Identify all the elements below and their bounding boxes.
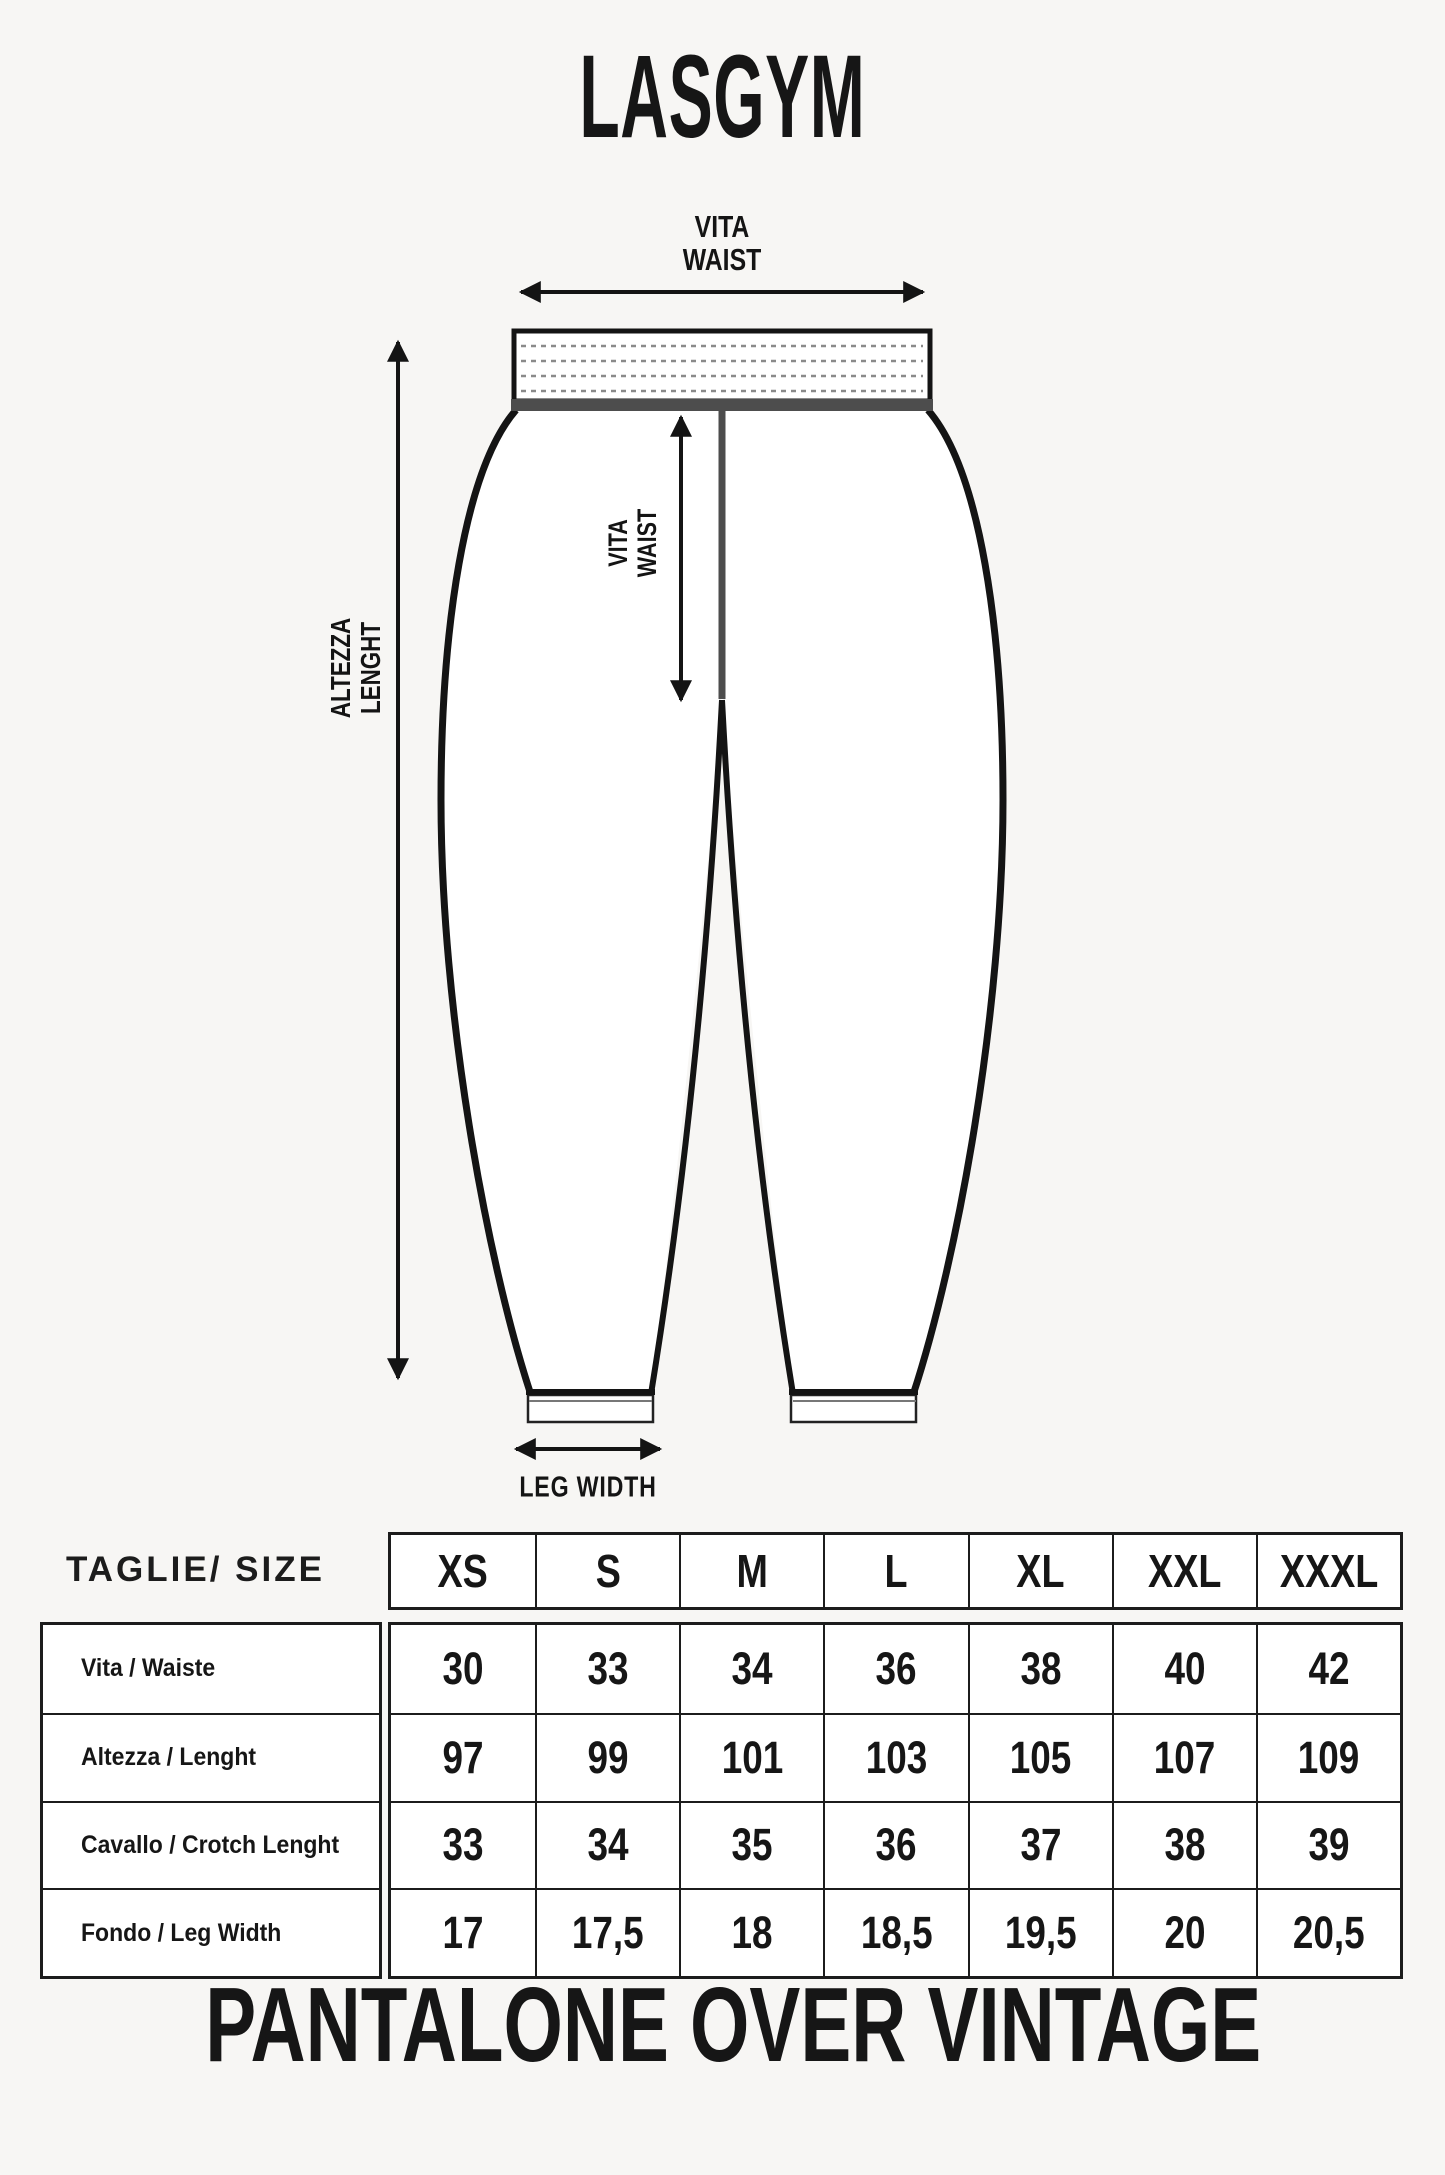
- table-cell: 17,5: [535, 1888, 679, 1976]
- table-cell: 17: [391, 1888, 535, 1976]
- table-cell: 20: [1112, 1888, 1256, 1976]
- row-label-leg-width: Fondo / Leg Width: [43, 1888, 379, 1976]
- size-header-xs: XS: [437, 1545, 489, 1597]
- table-cell: 38: [968, 1625, 1112, 1713]
- size-header-xl: XL: [968, 1535, 1112, 1607]
- right-cuff: [789, 1392, 918, 1422]
- length-label-line2: LENGHT: [355, 621, 386, 715]
- crotch-seam-line: [719, 408, 726, 699]
- table-cell: 109: [1256, 1713, 1400, 1801]
- inner-waist-label-line2: WAIST: [632, 508, 662, 578]
- table-cell: 99: [535, 1713, 679, 1801]
- table-cell: 35: [679, 1801, 823, 1889]
- table-cell: 33: [391, 1801, 535, 1889]
- left-cuff: [526, 1392, 655, 1422]
- brand-title-text: LASGYM: [579, 31, 866, 163]
- table-cell: 107: [1112, 1713, 1256, 1801]
- size-header-s: S: [535, 1535, 679, 1607]
- table-cell: 103: [823, 1713, 967, 1801]
- table-cell: 18,5: [823, 1888, 967, 1976]
- waist-label-line2: WAIST: [682, 242, 762, 277]
- table-cell: 38: [1112, 1801, 1256, 1889]
- size-header-l: L: [823, 1535, 967, 1607]
- length-label: [326, 618, 386, 718]
- waist-label: [683, 210, 762, 276]
- row-label-waist: Vita / Waiste: [81, 1654, 216, 1683]
- measure-label-column: [40, 1622, 382, 1979]
- table-cell: 39: [1256, 1801, 1400, 1889]
- table-cell: 97: [391, 1713, 535, 1801]
- inner-waist-label: [604, 509, 662, 577]
- leg-width-label: LEG WIDTH: [519, 1471, 657, 1504]
- waistband-base-bar: [511, 399, 933, 411]
- size-header-xxxl: XXXL: [1256, 1535, 1400, 1607]
- table-cell: 34: [535, 1801, 679, 1889]
- table-cell: 36: [823, 1625, 967, 1713]
- table-cell: 105: [968, 1713, 1112, 1801]
- table-corner-label: TAGLIE/ SIZE: [66, 1550, 325, 1589]
- table-cell: 20,5: [1256, 1888, 1400, 1976]
- inner-waist-label-line1: VITA: [603, 519, 634, 567]
- table-cell: 36: [823, 1801, 967, 1889]
- product-title-text: PANTALONE OVER VINTAGE: [205, 1966, 1262, 2084]
- waist-label-line1: VITA: [694, 208, 750, 244]
- size-values-grid: [388, 1622, 1403, 1979]
- row-label-crotch: Cavallo / Crotch Lenght: [43, 1801, 379, 1889]
- table-cell: 101: [679, 1713, 823, 1801]
- size-header-xxl: XXL: [1112, 1535, 1256, 1607]
- size-header-m: M: [679, 1535, 823, 1607]
- product-title: [0, 1966, 1445, 2084]
- table-cell: 42: [1256, 1625, 1400, 1713]
- table-cell: 34: [679, 1625, 823, 1713]
- table-cell: 19,5: [968, 1888, 1112, 1976]
- row-label-length: Altezza / Lenght: [43, 1713, 379, 1801]
- table-cell: 33: [535, 1625, 679, 1713]
- table-cell: 30: [442, 1642, 484, 1694]
- length-label-line1: ALTEZZA: [325, 617, 357, 719]
- table-cell: 18: [679, 1888, 823, 1976]
- table-cell: 37: [968, 1801, 1112, 1889]
- size-header-row: [388, 1532, 1403, 1610]
- table-cell: 40: [1112, 1625, 1256, 1713]
